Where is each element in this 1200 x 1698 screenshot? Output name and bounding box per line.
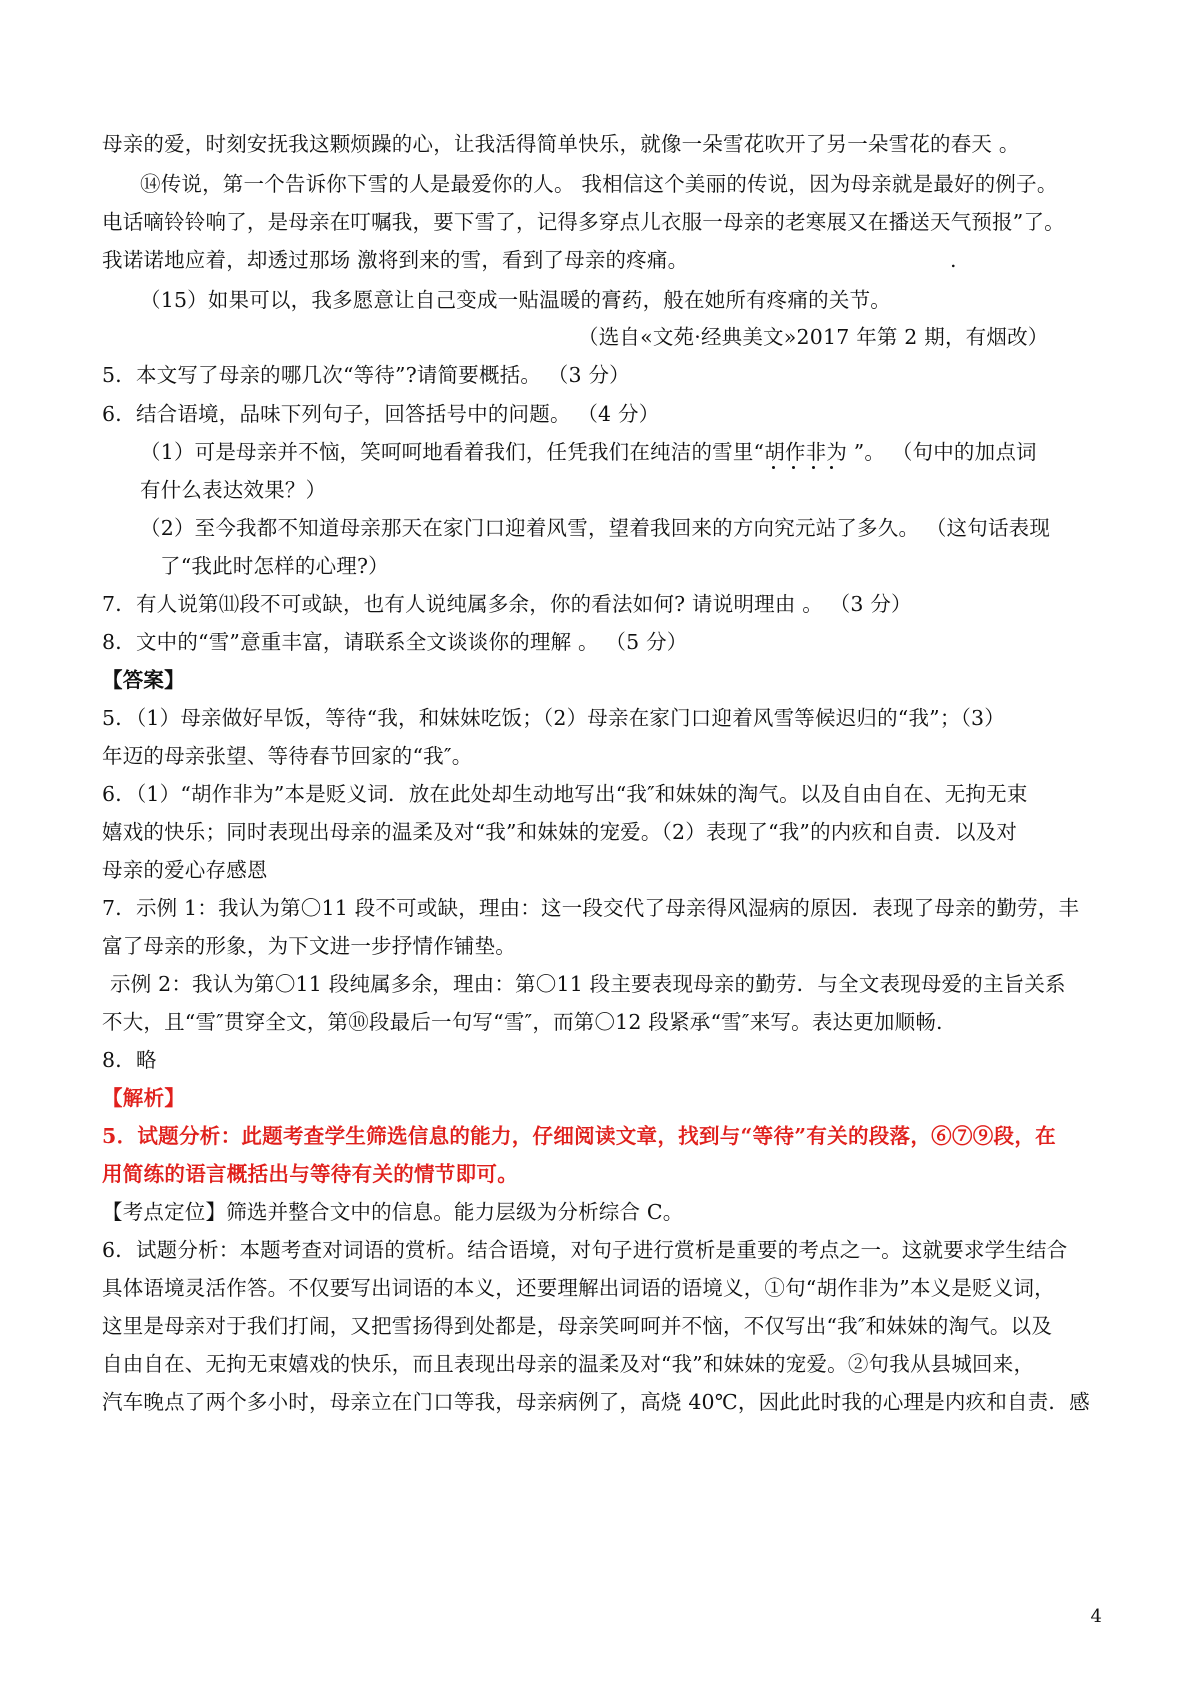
question-7: 7．有人说第⑾段不可或缺，也有人说纯属多余，你的看法如何? 请说明理由 。 （3 分）: [102, 592, 912, 616]
answer-5-cont: 年迈的母亲张望、等待春节回家的“我″。: [102, 744, 473, 768]
answer-5: 5．（1）母亲做好早饭，等待“我，和妹妹吃饭；（2）母亲在家门口迎着风雪等候迟归的“我”；（3）: [102, 706, 1005, 730]
question-6-1-cont: 有什么表达效果？）: [140, 478, 327, 502]
passage-line: ⑭传说，第一个告诉你下雪的人是最爱你的人。 我相信这个美丽的传说，因为母亲就是最好的例子。: [140, 172, 1058, 196]
answer-6-cont: 母亲的爱心存感恩: [102, 858, 268, 882]
analysis-6-cont: 自由自在、无拘无束嬉戏的快乐，而且表现出母亲的温柔及对“我”和妹妹的宠爱。②句我从县城回来，: [102, 1352, 1035, 1376]
answer-6-cont: 嬉戏的快乐；同时表现出母亲的温柔及对“我”和妹妹的宠爱。（2）表现了“我”的内疚和自责．以及对: [102, 820, 1018, 844]
question-6-2: （2）至今我都不知道母亲那天在家门口迎着风雪，望着我回来的方向究元站了多久。 （这句话表现: [140, 516, 1051, 540]
answer-7: 7．示例 1：我认为第〇11 段不可或缺，理由：这一段交代了母亲得风湿病的原因．表现了母亲的勤劳，丰: [102, 896, 1080, 920]
answer-8: 8．略: [102, 1048, 157, 1072]
answer-7-example-2-cont: 不大，且“雪″贯穿全文，第⑩段最后一句写“雪″，而第〇12 段紧承“雪″来写。表达更加顺畅.: [102, 1010, 943, 1034]
analysis-6-cont: 汽车晚点了两个多小时，母亲立在门口等我，母亲病例了，高烧 40℃，因此此时我的心理是内疚和自责．感: [102, 1390, 1090, 1414]
question-6-1: （1）可是母亲并不恼，笑呵呵地看着我们，任凭我们在纯洁的雪里“胡作非为 ”。 （句中的加点词: [140, 440, 1037, 464]
analysis-5: 5．试题分析：此题考查学生筛选信息的能力，仔细阅读文章，找到与“等待”有关的段落，⑥⑦⑨段，在: [102, 1124, 1056, 1148]
question-8: 8．文中的“雪”意重丰富，请联系全文谈谈你的理解 。 （5 分）: [102, 630, 688, 654]
analysis-6-cont: 这里是母亲对于我们打闹，又把雪扬得到处都是，母亲笑呵呵并不恼，不仅写出“我″和妹妹的淘气。以及: [102, 1314, 1053, 1338]
passage-line: （15）如果可以，我多愿意让自己变成一贴温暖的膏药，般在她所有疼痛的关节。: [140, 288, 891, 312]
emphasis-dots: [770, 466, 830, 472]
passage-line: 我诺诺地应着，却透过那场 激将到来的雪，看到了母亲的疼痛。: [102, 248, 689, 272]
answer-7-cont: 富了母亲的形象，为下文进一步抒情作铺垫。: [102, 934, 516, 958]
page-number: 4: [1090, 1606, 1102, 1627]
analysis-6-cont: 具体语境灵活作答。不仅要写出词语的本义，还要理解出词语的语境义，①句“胡作非为”本义是贬义词，: [102, 1276, 1055, 1300]
question-6-2-cont: 了“我此时怎样的心理?）: [160, 554, 389, 578]
key-point: 【考点定位】筛选并整合文中的信息。能力层级为分析综合 C。: [102, 1200, 684, 1224]
source-citation: （选自«文苑·经典美文»2017 年第 2 期，有烟改）: [578, 325, 1049, 349]
stray-mark: .: [950, 248, 957, 272]
answer-6: 6．（1）“胡作非为”本是贬义词．放在此处却生动地写出“我″和妹妹的淘气。以及自由自在、无拘无束: [102, 782, 1028, 806]
analysis-5-cont: 用简练的语言概括出与等待有关的情节即可。: [102, 1162, 518, 1186]
answer-heading: 【答案】: [102, 668, 185, 692]
question-6: 6．结合语境，品味下列句子，回答括号中的问题。 （4 分）: [102, 402, 660, 426]
passage-line: 母亲的爱，时刻安抚我这颗烦躁的心，让我活得简单快乐，就像一朵雪花吹开了另一朵雪花的春天 。: [102, 132, 1020, 156]
passage-line: 电话嘀铃铃响了，是母亲在叮嘱我，要下雪了，记得多穿点儿衣服一母亲的老寒展又在播送天气预报”了。: [102, 210, 1065, 234]
question-5: 5．本文写了母亲的哪几次“等待”?请简要概括。 （3 分）: [102, 363, 630, 387]
analysis-heading: 【解析】: [102, 1086, 186, 1110]
answer-7-example-2: 示例 2：我认为第〇11 段纯属多余，理由：第〇11 段主要表现母亲的勤劳．与全文表现母爱的主旨关系: [110, 972, 1066, 996]
analysis-6: 6．试题分析：本题考查对词语的赏析。结合语境，对句子进行赏析是重要的考点之一。这就要求学生结合: [102, 1238, 1068, 1262]
